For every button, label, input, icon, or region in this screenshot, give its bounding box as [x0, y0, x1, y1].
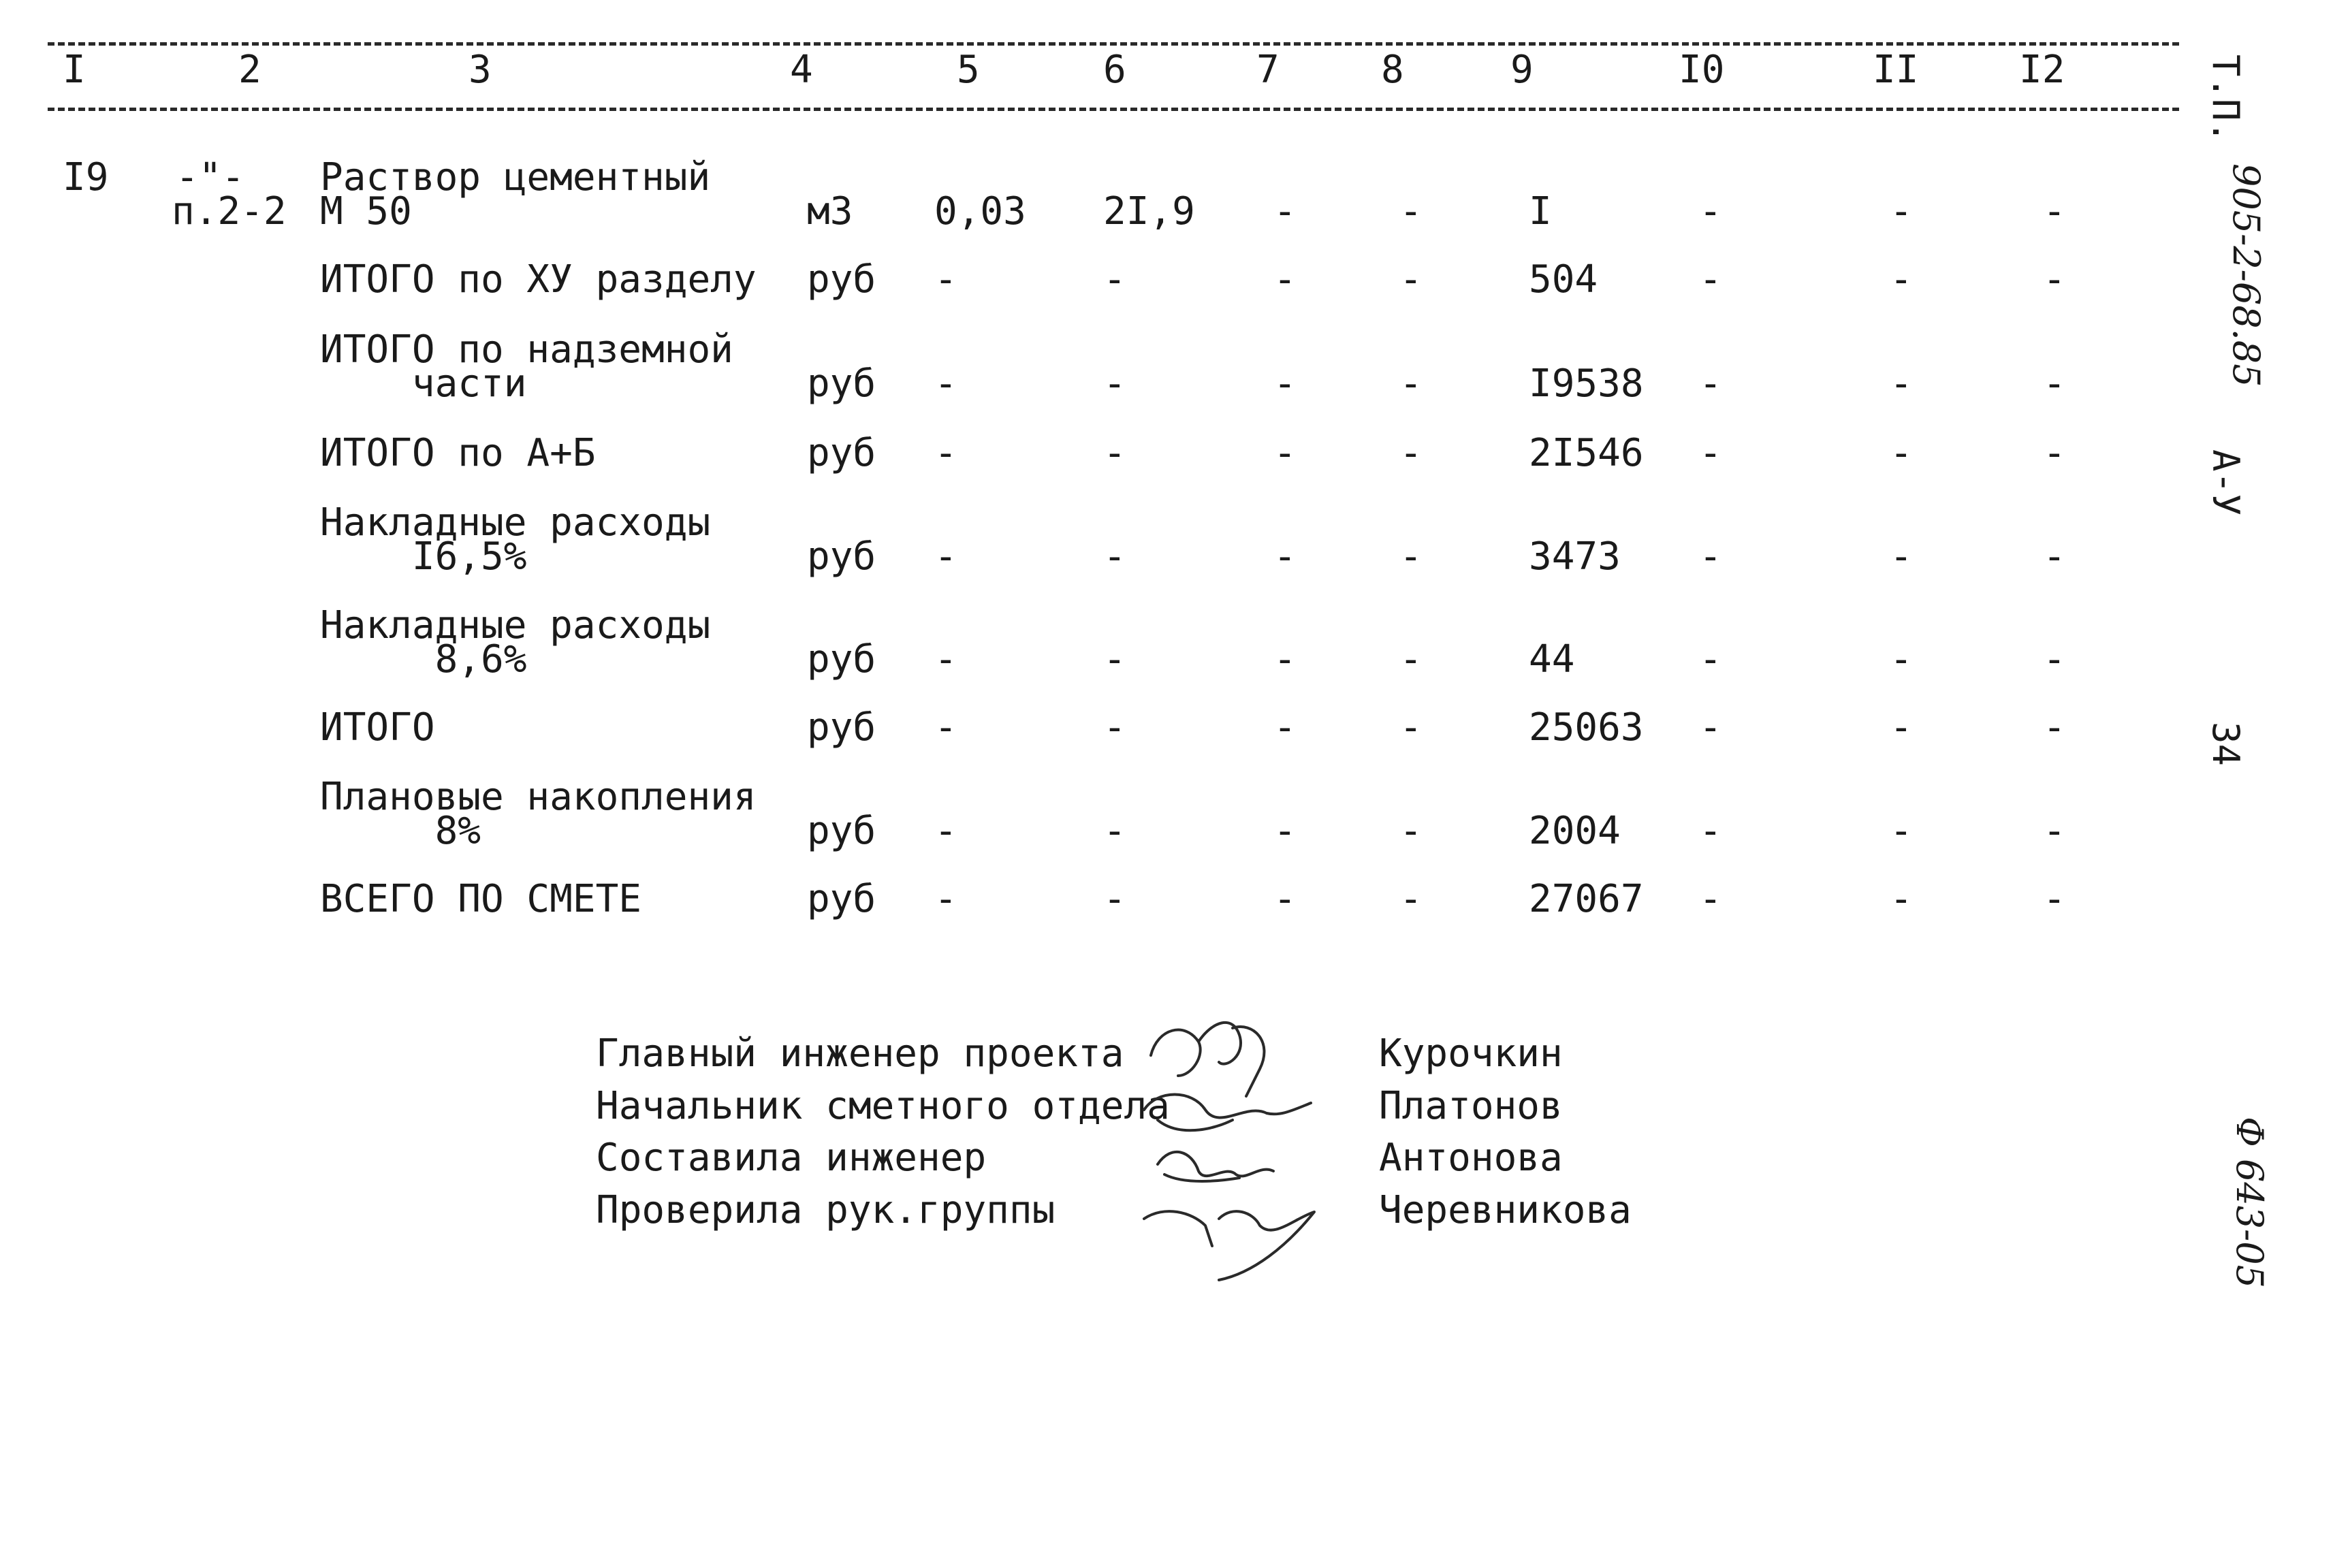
col5-value: - — [934, 637, 957, 682]
item-description: ИТОГО — [320, 705, 435, 750]
col9-value: 25063 — [1529, 705, 1644, 750]
item-description: Плановые накопления — [320, 775, 757, 819]
column-header-11: II — [1873, 48, 1919, 92]
col9-value: 27067 — [1529, 877, 1644, 921]
col9-value: I9538 — [1529, 362, 1644, 406]
col7-value: - — [1273, 809, 1297, 853]
col11-value: - — [1890, 257, 1913, 302]
col12-value: - — [2043, 705, 2066, 750]
col11-value: - — [1890, 877, 1913, 921]
col12-value: - — [2043, 362, 2066, 406]
col12-value: - — [2043, 534, 2066, 579]
col9-value: 2004 — [1529, 809, 1621, 853]
signatory-role: Проверила рук.группы — [596, 1188, 1056, 1232]
col10-value: - — [1699, 431, 1722, 475]
column-header-3: 3 — [469, 48, 492, 92]
col7-value: - — [1273, 637, 1297, 682]
col10-value: - — [1699, 189, 1722, 234]
item-description: ИТОГО по А+Б — [320, 431, 596, 475]
col7-value: - — [1273, 877, 1297, 921]
unit: руб — [807, 431, 876, 475]
signatory-name: Платонов — [1379, 1084, 1563, 1128]
col5-value: - — [934, 431, 957, 475]
col6-value: - — [1103, 362, 1126, 406]
col12-value: - — [2043, 809, 2066, 853]
column-header-12: I2 — [2019, 48, 2065, 92]
signatory-name: Черевникова — [1379, 1188, 1632, 1232]
standard-project-label: Т.П. — [2204, 54, 2247, 144]
col8-value: - — [1399, 431, 1423, 475]
col8-value: - — [1399, 809, 1423, 853]
album-code: А-У — [2204, 449, 2247, 516]
column-header-10: I0 — [1679, 48, 1725, 92]
col5-value: 0,03 — [934, 189, 1026, 234]
col11-value: - — [1890, 637, 1913, 682]
item-description-cont: части — [320, 362, 527, 406]
col8-value: - — [1399, 257, 1423, 302]
col6-value: - — [1103, 431, 1126, 475]
col6-value: - — [1103, 809, 1126, 853]
col6-value: - — [1103, 534, 1126, 579]
col5-value: - — [934, 877, 957, 921]
col10-value: - — [1699, 809, 1722, 853]
item-description: ВСЕГО ПО СМЕТЕ — [320, 877, 642, 921]
col7-value: - — [1273, 189, 1297, 234]
col8-value: - — [1399, 189, 1423, 234]
column-header-1: I — [63, 48, 86, 92]
col8-value: - — [1399, 534, 1423, 579]
col8-value: - — [1399, 362, 1423, 406]
col9-value: 2I546 — [1529, 431, 1644, 475]
col10-value: - — [1699, 257, 1722, 302]
col9-value: I — [1529, 189, 1552, 234]
col6-value: - — [1103, 877, 1126, 921]
ditto-mark: -"- — [176, 155, 245, 199]
col5-value: - — [934, 809, 957, 853]
col10-value: - — [1699, 877, 1722, 921]
signatory-role: Начальник сметного отдела — [596, 1084, 1170, 1128]
col5-value: - — [934, 257, 957, 302]
col6-value: - — [1103, 257, 1126, 302]
unit: м3 — [807, 189, 853, 234]
page-number: 34 — [2204, 722, 2247, 767]
signatory-role: Главный инженер проекта — [596, 1031, 1124, 1076]
col9-value: 3473 — [1529, 534, 1621, 579]
col11-value: - — [1890, 189, 1913, 234]
col7-value: - — [1273, 257, 1297, 302]
unit: руб — [807, 637, 876, 682]
col7-value: - — [1273, 362, 1297, 406]
item-description: Накладные расходы — [320, 500, 711, 545]
column-header-8: 8 — [1381, 48, 1404, 92]
col5-value: - — [934, 534, 957, 579]
col7-value: - — [1273, 534, 1297, 579]
col5-value: - — [934, 705, 957, 750]
unit: руб — [807, 705, 876, 750]
col7-value: - — [1273, 431, 1297, 475]
column-header-5: 5 — [957, 48, 980, 92]
col10-value: - — [1699, 705, 1722, 750]
signatory-name: Антонова — [1379, 1136, 1563, 1180]
item-description-cont: М 50 — [320, 189, 412, 234]
col12-value: - — [2043, 637, 2066, 682]
item-description: ИТОГО по надземной — [320, 327, 733, 372]
unit: руб — [807, 257, 876, 302]
reference-code: п.2-2 — [172, 189, 287, 234]
col12-value: - — [2043, 431, 2066, 475]
col8-value: - — [1399, 637, 1423, 682]
col6-value: - — [1103, 637, 1126, 682]
row-number: I9 — [63, 155, 109, 199]
col9-value: 504 — [1529, 257, 1598, 302]
col5-value: - — [934, 362, 957, 406]
item-description-cont: I6,5% — [320, 534, 527, 579]
column-header-7: 7 — [1256, 48, 1280, 92]
unit: руб — [807, 534, 876, 579]
column-header-6: 6 — [1103, 48, 1126, 92]
signatory-name: Курочкин — [1379, 1031, 1563, 1076]
col12-value: - — [2043, 257, 2066, 302]
column-header-2: 2 — [238, 48, 261, 92]
col12-value: - — [2043, 189, 2066, 234]
col9-value: 44 — [1529, 637, 1575, 682]
col11-value: - — [1890, 431, 1913, 475]
col10-value: - — [1699, 534, 1722, 579]
col6-value: - — [1103, 705, 1126, 750]
unit: руб — [807, 809, 876, 853]
col11-value: - — [1890, 705, 1913, 750]
header-top-rule — [48, 42, 2179, 46]
col8-value: - — [1399, 705, 1423, 750]
col7-value: - — [1273, 705, 1297, 750]
unit: руб — [807, 877, 876, 921]
header-bottom-rule — [48, 108, 2179, 111]
project-code: 905-2-68.85 — [2225, 163, 2268, 387]
col11-value: - — [1890, 362, 1913, 406]
handwritten-signatures — [1117, 1001, 1362, 1287]
column-header-4: 4 — [790, 48, 813, 92]
col8-value: - — [1399, 877, 1423, 921]
unit: руб — [807, 362, 876, 406]
col11-value: - — [1890, 534, 1913, 579]
item-description: Накладные расходы — [320, 603, 711, 647]
col10-value: - — [1699, 362, 1722, 406]
item-description: Раствор цементный — [320, 155, 711, 199]
archive-code: Ф 643-05 — [2228, 1117, 2271, 1289]
signatory-role: Составила инженер — [596, 1136, 987, 1180]
item-description-cont: 8% — [320, 809, 481, 853]
column-header-9: 9 — [1510, 48, 1534, 92]
col11-value: - — [1890, 809, 1913, 853]
item-description: ИТОГО по ХУ разделу — [320, 257, 757, 302]
item-description-cont: 8,6% — [320, 637, 527, 682]
col12-value: - — [2043, 877, 2066, 921]
col10-value: - — [1699, 637, 1722, 682]
col6-value: 2I,9 — [1103, 189, 1195, 234]
